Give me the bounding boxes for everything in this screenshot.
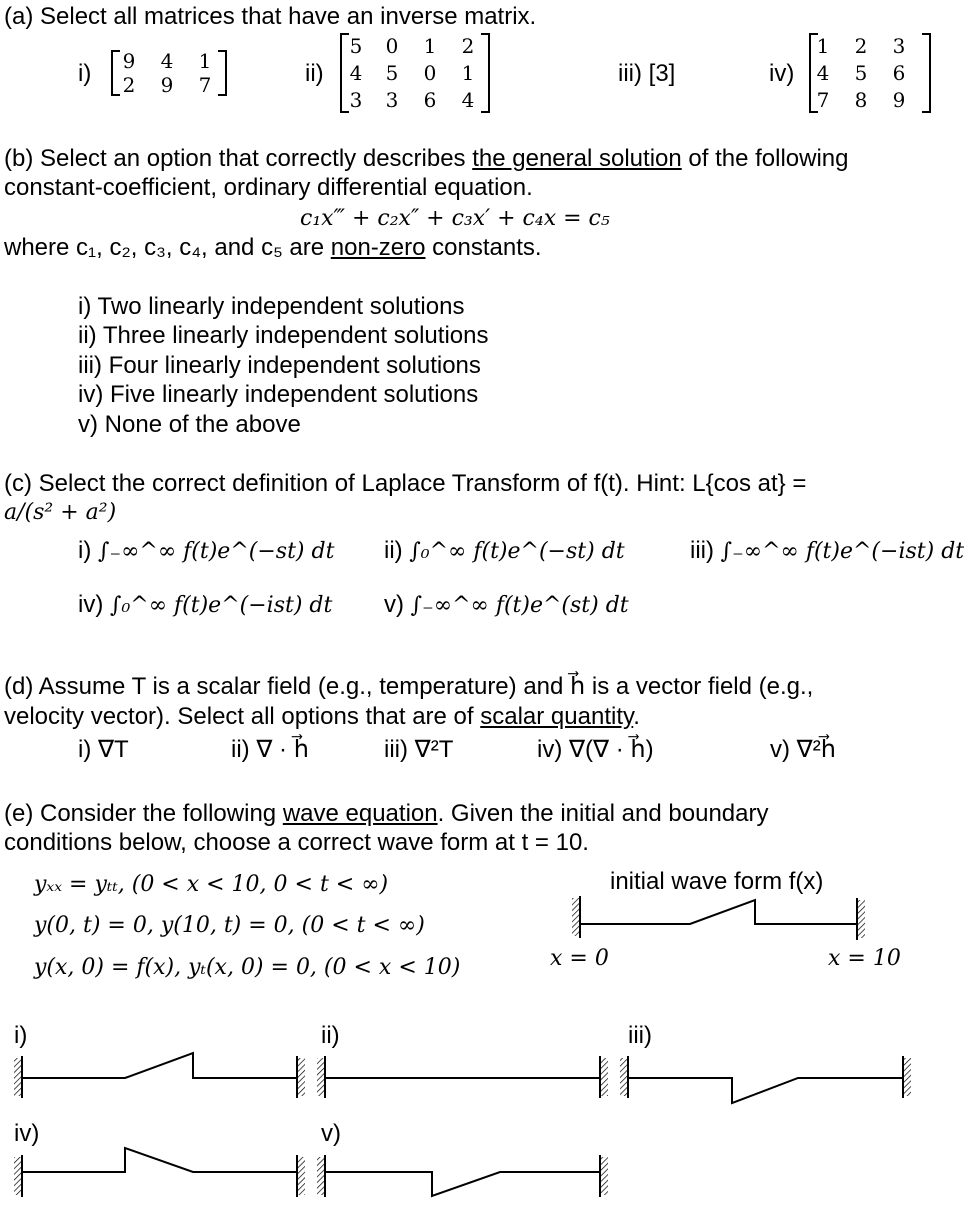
- wave-option-iii[interactable]: [620, 1056, 911, 1103]
- matrix-cell: 4: [816, 61, 830, 85]
- wave-option-iv[interactable]: [14, 1148, 305, 1197]
- laplace-expr: ∫₀^∞ f(t)e^(−st) dt: [409, 539, 625, 564]
- matrix-cell: 8: [854, 88, 868, 112]
- wave-option-i[interactable]: [14, 1053, 305, 1098]
- option-b-iii[interactable]: iii) Four linearly independent solutions: [78, 352, 481, 379]
- option-d-v[interactable]: v) ∇²h⃗: [770, 736, 836, 763]
- question-d-text: (d) Assume T is a scalar field (e.g., temperature) and h⃗ is a vector field (e.g.,: [4, 673, 814, 700]
- initial-conditions: y(x, 0) = f(x), yₜ(x, 0) = 0, (0 < x < 10): [34, 955, 461, 980]
- question-c-hint-line2: a/(s² + a²): [4, 500, 117, 525]
- wall-right-hatch: [857, 900, 865, 938]
- question-d-text-line2: velocity vector). Select all options that are of scalar quantity.: [4, 703, 640, 730]
- question-b-text: (b) Select an option that correctly describes the general solution of the following: [4, 145, 849, 172]
- matrix-cell: 9: [160, 73, 174, 97]
- option-e-iii-label[interactable]: iii): [628, 1022, 652, 1049]
- laplace-expr: ∫₀^∞ f(t)e^(−ist) dt: [110, 593, 333, 618]
- matrix-cell: 5: [854, 61, 868, 85]
- matrix-cell: 4: [349, 61, 363, 85]
- x0-label: x = 0: [550, 946, 609, 971]
- option-b-iv[interactable]: iv) Five linearly independent solutions: [78, 381, 479, 408]
- option-a-iv-label[interactable]: iv): [769, 60, 795, 87]
- matrix-cell: 4: [160, 49, 174, 73]
- matrix-cell: 9: [892, 88, 906, 112]
- option-e-i-label[interactable]: i): [14, 1022, 28, 1049]
- option-e-iv-label[interactable]: iv): [14, 1120, 40, 1147]
- matrix-cell: 5: [349, 34, 363, 58]
- option-d-iii[interactable]: iii) ∇²T: [384, 736, 454, 763]
- question-c-text: (c) Select the correct definition of Laplace Transform of f(t). Hint: L{cos at} =: [4, 470, 807, 497]
- question-a-text: (a) Select all matrices that have an inverse matrix.: [4, 3, 537, 30]
- matrix-cell: 6: [423, 88, 437, 112]
- option-c-iii[interactable]: iii) ∫₋∞^∞ f(t)e^(−ist) dt: [690, 537, 964, 564]
- matrix-cell: 6: [892, 61, 906, 85]
- option-c-ii[interactable]: ii) ∫₀^∞ f(t)e^(−st) dt: [384, 537, 625, 564]
- option-b-v[interactable]: v) None of the above: [78, 411, 301, 438]
- option-a-ii-label[interactable]: ii): [305, 60, 324, 87]
- option-a-iii[interactable]: iii) [3]: [618, 60, 676, 87]
- matrix-cell: 3: [892, 34, 906, 58]
- option-e-v-label[interactable]: v): [321, 1120, 341, 1147]
- question-e-text: (e) Consider the following wave equation. Given the initial and boundary: [4, 800, 769, 827]
- matrix-cell: 1: [461, 61, 475, 85]
- option-d-i[interactable]: i) ∇T: [78, 736, 129, 763]
- wave-equation: yₓₓ = yₜₜ, (0 < x < 10, 0 < t < ∞): [34, 872, 389, 897]
- matrix-cell: 2: [461, 34, 475, 58]
- initial-wave-label: initial wave form f(x): [610, 868, 824, 895]
- option-d-ii[interactable]: ii) ∇ · h⃗: [231, 736, 309, 763]
- matrix-cell: 2: [854, 34, 868, 58]
- option-e-ii-label[interactable]: ii): [321, 1022, 340, 1049]
- initial-wave-line: [580, 900, 857, 924]
- matrix-cell: 7: [816, 88, 830, 112]
- option-c-v[interactable]: v) ∫₋∞^∞ f(t)e^(st) dt: [384, 591, 629, 618]
- matrix-cell: 0: [423, 61, 437, 85]
- matrix-cell: 1: [198, 49, 212, 73]
- option-a-i-label[interactable]: i): [78, 60, 92, 87]
- matrix-cell: 4: [461, 88, 475, 112]
- initial-wave-form: [572, 896, 865, 940]
- laplace-expr: ∫₋∞^∞ f(t)e^(−st) dt: [98, 539, 335, 564]
- matrix-cell: 3: [349, 88, 363, 112]
- wall-left-hatch: [572, 898, 580, 936]
- ode-equation: c₁x‴ + c₂x″ + c₃x′ + c₄x = c₅: [300, 206, 610, 231]
- x10-label: x = 10: [828, 946, 901, 971]
- matrix-cell: 3: [385, 88, 399, 112]
- matrix-cell: 0: [385, 34, 399, 58]
- laplace-expr: ∫₋∞^∞ f(t)e^(−ist) dt: [720, 539, 964, 564]
- question-e-text-line2: conditions below, choose a correct wave form at t = 10.: [4, 829, 589, 856]
- question-b-where: where c₁, c₂, c₃, c₄, and c₅ are non-zero constants.: [4, 234, 542, 261]
- option-b-i[interactable]: i) Two linearly independent solutions: [78, 293, 465, 320]
- option-c-iv[interactable]: iv) ∫₀^∞ f(t)e^(−ist) dt: [78, 591, 333, 618]
- laplace-expr: ∫₋∞^∞ f(t)e^(st) dt: [410, 593, 629, 618]
- wave-option-v[interactable]: [317, 1155, 608, 1197]
- matrix-cell: 5: [385, 61, 399, 85]
- matrix-cell: 1: [423, 34, 437, 58]
- option-b-ii[interactable]: ii) Three linearly independent solutions: [78, 322, 489, 349]
- matrix-cell: 2: [122, 73, 136, 97]
- boundary-conditions: y(0, t) = 0, y(10, t) = 0, (0 < t < ∞): [34, 913, 425, 938]
- matrix-cell: 1: [816, 34, 830, 58]
- option-c-i[interactable]: i) ∫₋∞^∞ f(t)e^(−st) dt: [78, 537, 335, 564]
- wave-option-ii[interactable]: [317, 1056, 608, 1098]
- matrix-cell: 7: [198, 73, 212, 97]
- matrix-cell: 9: [122, 49, 136, 73]
- option-d-iv[interactable]: iv) ∇(∇ · h⃗): [537, 736, 654, 763]
- question-b-text-line2: constant-coefficient, ordinary differential equation.: [4, 174, 533, 201]
